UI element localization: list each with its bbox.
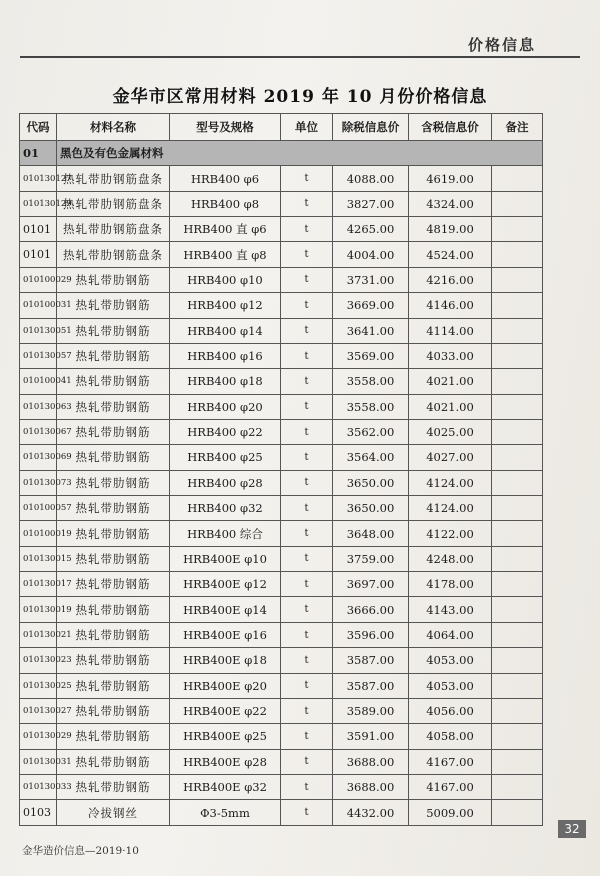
row-material-name: 热轧带肋钢筋 xyxy=(57,496,170,521)
row-code: 010130057 xyxy=(20,343,57,368)
row-code: 010130129 xyxy=(20,191,57,216)
row-code: 010130063 xyxy=(20,394,57,419)
row-material-name: 热轧带肋钢筋 xyxy=(57,318,170,343)
row-material-name: 冷拔钢丝 xyxy=(57,800,170,826)
row-price-in-tax: 4033.00 xyxy=(409,343,492,368)
row-price-in-tax: 4021.00 xyxy=(409,369,492,394)
row-unit: t xyxy=(281,166,333,191)
row-price-ex-tax: 3562.00 xyxy=(333,419,409,444)
table-row xyxy=(20,191,543,216)
row-spec: HRB400E φ16 xyxy=(170,622,281,647)
row-note xyxy=(492,622,543,647)
table-row xyxy=(20,496,543,521)
row-code: 010130067 xyxy=(20,419,57,444)
row-material-name: 热轧带肋钢筋 xyxy=(57,445,170,470)
row-price-ex-tax: 3569.00 xyxy=(333,343,409,368)
row-price-ex-tax: 3587.00 xyxy=(333,673,409,698)
table-row xyxy=(20,800,543,826)
table-header-row xyxy=(20,114,543,141)
row-note xyxy=(492,521,543,546)
row-code: 010100029 xyxy=(20,267,57,292)
row-price-in-tax: 4114.00 xyxy=(409,318,492,343)
row-note xyxy=(492,445,543,470)
row-unit: t xyxy=(281,698,333,723)
row-price-in-tax: 4143.00 xyxy=(409,597,492,622)
column-header: 除税信息价 xyxy=(333,114,409,141)
row-price-ex-tax: 3591.00 xyxy=(333,724,409,749)
row-spec: HRB400E φ14 xyxy=(170,597,281,622)
row-spec: HRB400E φ32 xyxy=(170,774,281,799)
row-note xyxy=(492,217,543,242)
row-code: 010130127 xyxy=(20,166,57,191)
row-code: 010100019 xyxy=(20,521,57,546)
row-unit: t xyxy=(281,648,333,673)
table-row xyxy=(20,597,543,622)
table-row xyxy=(20,445,543,470)
row-price-in-tax: 5009.00 xyxy=(409,800,492,826)
row-unit: t xyxy=(281,597,333,622)
row-material-name: 热轧带肋钢筋盘条 xyxy=(57,191,170,216)
footer-text: 金华造价信息—2019·10 xyxy=(22,845,139,857)
row-note xyxy=(492,293,543,318)
row-spec: HRB400E φ12 xyxy=(170,572,281,597)
row-code: 010130033 xyxy=(20,774,57,799)
row-price-ex-tax: 3564.00 xyxy=(333,445,409,470)
page-number: 32 xyxy=(558,820,586,838)
row-spec: Φ3-5mm xyxy=(170,800,281,826)
category-row xyxy=(20,141,543,166)
row-price-in-tax: 4056.00 xyxy=(409,698,492,723)
row-note xyxy=(492,648,543,673)
row-price-ex-tax: 3669.00 xyxy=(333,293,409,318)
row-code: 0101 xyxy=(20,242,57,267)
row-spec: HRB400 综合 xyxy=(170,521,281,546)
row-spec: HRB400E φ22 xyxy=(170,698,281,723)
row-unit: t xyxy=(281,217,333,242)
row-material-name: 热轧带肋钢筋 xyxy=(57,369,170,394)
row-unit: t xyxy=(281,343,333,368)
row-code: 0103 xyxy=(20,800,57,826)
row-unit: t xyxy=(281,191,333,216)
row-code: 010130069 xyxy=(20,445,57,470)
row-price-ex-tax: 3596.00 xyxy=(333,622,409,647)
row-code: 010130025 xyxy=(20,673,57,698)
row-material-name: 热轧带肋钢筋 xyxy=(57,597,170,622)
row-note xyxy=(492,267,543,292)
row-price-in-tax: 4216.00 xyxy=(409,267,492,292)
row-spec: HRB400 φ10 xyxy=(170,267,281,292)
section-title: 价格信息 xyxy=(467,36,536,54)
row-note xyxy=(492,597,543,622)
row-note xyxy=(492,800,543,826)
row-code: 010130031 xyxy=(20,749,57,774)
row-note xyxy=(492,369,543,394)
row-spec: HRB400 φ8 xyxy=(170,191,281,216)
row-unit: t xyxy=(281,673,333,698)
row-material-name: 热轧带肋钢筋 xyxy=(57,774,170,799)
row-unit: t xyxy=(281,419,333,444)
row-material-name: 热轧带肋钢筋盘条 xyxy=(57,166,170,191)
row-spec: HRB400E φ10 xyxy=(170,546,281,571)
row-code: 010100031 xyxy=(20,293,57,318)
table-row xyxy=(20,698,543,723)
row-price-ex-tax: 3558.00 xyxy=(333,394,409,419)
row-material-name: 热轧带肋钢筋 xyxy=(57,521,170,546)
row-spec: HRB400 φ22 xyxy=(170,419,281,444)
table-row xyxy=(20,166,543,191)
row-material-name: 热轧带肋钢筋 xyxy=(57,622,170,647)
row-unit: t xyxy=(281,470,333,495)
row-price-in-tax: 4178.00 xyxy=(409,572,492,597)
row-spec: HRB400 φ18 xyxy=(170,369,281,394)
row-price-ex-tax: 3587.00 xyxy=(333,648,409,673)
row-price-ex-tax: 3688.00 xyxy=(333,774,409,799)
row-spec: HRB400 φ28 xyxy=(170,470,281,495)
row-price-ex-tax: 3697.00 xyxy=(333,572,409,597)
row-unit: t xyxy=(281,267,333,292)
row-price-ex-tax: 3731.00 xyxy=(333,267,409,292)
row-price-in-tax: 4064.00 xyxy=(409,622,492,647)
row-unit: t xyxy=(281,496,333,521)
row-spec: HRB400 φ16 xyxy=(170,343,281,368)
row-unit: t xyxy=(281,369,333,394)
row-spec: HRB400E φ25 xyxy=(170,724,281,749)
table-row xyxy=(20,648,543,673)
row-unit: t xyxy=(281,521,333,546)
row-code: 010100057 xyxy=(20,496,57,521)
row-material-name: 热轧带肋钢筋 xyxy=(57,749,170,774)
row-code: 0101 xyxy=(20,217,57,242)
column-header: 含税信息价 xyxy=(409,114,492,141)
row-price-in-tax: 4027.00 xyxy=(409,445,492,470)
table-row xyxy=(20,318,543,343)
row-price-in-tax: 4124.00 xyxy=(409,496,492,521)
row-unit: t xyxy=(281,800,333,826)
row-note xyxy=(492,191,543,216)
row-price-in-tax: 4025.00 xyxy=(409,419,492,444)
row-note xyxy=(492,394,543,419)
table-row xyxy=(20,470,543,495)
row-price-in-tax: 4146.00 xyxy=(409,293,492,318)
row-price-in-tax: 4122.00 xyxy=(409,521,492,546)
column-header: 单位 xyxy=(281,114,333,141)
row-spec: HRB400 φ20 xyxy=(170,394,281,419)
row-note xyxy=(492,343,543,368)
row-note xyxy=(492,698,543,723)
table-row xyxy=(20,673,543,698)
price-table xyxy=(19,113,543,826)
row-price-ex-tax: 3650.00 xyxy=(333,496,409,521)
row-price-ex-tax: 3650.00 xyxy=(333,470,409,495)
row-unit: t xyxy=(281,293,333,318)
row-code: 010130073 xyxy=(20,470,57,495)
row-price-in-tax: 4248.00 xyxy=(409,546,492,571)
row-unit: t xyxy=(281,546,333,571)
row-unit: t xyxy=(281,394,333,419)
row-material-name: 热轧带肋钢筋 xyxy=(57,572,170,597)
row-code: 010130021 xyxy=(20,622,57,647)
row-spec: HRB400 直 φ6 xyxy=(170,217,281,242)
header-rule xyxy=(20,56,580,58)
row-unit: t xyxy=(281,622,333,647)
table-row xyxy=(20,546,543,571)
row-price-in-tax: 4524.00 xyxy=(409,242,492,267)
row-material-name: 热轧带肋钢筋 xyxy=(57,648,170,673)
row-material-name: 热轧带肋钢筋 xyxy=(57,293,170,318)
table-row xyxy=(20,521,543,546)
row-code: 010130015 xyxy=(20,546,57,571)
row-note xyxy=(492,572,543,597)
row-price-in-tax: 4021.00 xyxy=(409,394,492,419)
table-row xyxy=(20,572,543,597)
category-name: 黑色及有色金属材料 xyxy=(57,141,543,166)
row-spec: HRB400 φ32 xyxy=(170,496,281,521)
row-price-in-tax: 4167.00 xyxy=(409,774,492,799)
row-material-name: 热轧带肋钢筋 xyxy=(57,394,170,419)
row-unit: t xyxy=(281,445,333,470)
row-price-ex-tax: 3759.00 xyxy=(333,546,409,571)
row-price-ex-tax: 4088.00 xyxy=(333,166,409,191)
row-material-name: 热轧带肋钢筋 xyxy=(57,267,170,292)
row-price-in-tax: 4124.00 xyxy=(409,470,492,495)
row-material-name: 热轧带肋钢筋 xyxy=(57,546,170,571)
row-price-in-tax: 4058.00 xyxy=(409,724,492,749)
row-price-ex-tax: 3558.00 xyxy=(333,369,409,394)
table-row xyxy=(20,724,543,749)
table-row xyxy=(20,622,543,647)
table-row xyxy=(20,394,543,419)
table-row xyxy=(20,242,543,267)
table-row xyxy=(20,369,543,394)
row-note xyxy=(492,470,543,495)
row-note xyxy=(492,496,543,521)
row-spec: HRB400E φ20 xyxy=(170,673,281,698)
row-note xyxy=(492,673,543,698)
column-header: 材料名称 xyxy=(57,114,170,141)
row-material-name: 热轧带肋钢筋 xyxy=(57,419,170,444)
row-material-name: 热轧带肋钢筋 xyxy=(57,470,170,495)
table-row xyxy=(20,267,543,292)
row-note xyxy=(492,749,543,774)
table-row xyxy=(20,217,543,242)
row-material-name: 热轧带肋钢筋盘条 xyxy=(57,242,170,267)
row-spec: HRB400 φ25 xyxy=(170,445,281,470)
row-spec: HRB400E φ28 xyxy=(170,749,281,774)
row-price-ex-tax: 3641.00 xyxy=(333,318,409,343)
row-price-in-tax: 4619.00 xyxy=(409,166,492,191)
table-row xyxy=(20,749,543,774)
row-unit: t xyxy=(281,318,333,343)
column-header: 型号及规格 xyxy=(170,114,281,141)
row-price-ex-tax: 4432.00 xyxy=(333,800,409,826)
row-note xyxy=(492,166,543,191)
row-note xyxy=(492,419,543,444)
row-price-ex-tax: 3827.00 xyxy=(333,191,409,216)
row-price-ex-tax: 3666.00 xyxy=(333,597,409,622)
row-material-name: 热轧带肋钢筋 xyxy=(57,673,170,698)
row-spec: HRB400 φ14 xyxy=(170,318,281,343)
row-price-in-tax: 4167.00 xyxy=(409,749,492,774)
column-header: 代码 xyxy=(20,114,57,141)
row-spec: HRB400 φ6 xyxy=(170,166,281,191)
table-row xyxy=(20,343,543,368)
row-spec: HRB400 φ12 xyxy=(170,293,281,318)
row-material-name: 热轧带肋钢筋 xyxy=(57,724,170,749)
row-price-in-tax: 4053.00 xyxy=(409,648,492,673)
row-material-name: 热轧带肋钢筋 xyxy=(57,343,170,368)
row-material-name: 热轧带肋钢筋盘条 xyxy=(57,217,170,242)
row-code: 010100041 xyxy=(20,369,57,394)
column-header: 备注 xyxy=(492,114,543,141)
row-unit: t xyxy=(281,749,333,774)
row-note xyxy=(492,546,543,571)
row-code: 010130023 xyxy=(20,648,57,673)
table-row xyxy=(20,419,543,444)
table-row xyxy=(20,293,543,318)
row-note xyxy=(492,242,543,267)
row-unit: t xyxy=(281,724,333,749)
row-note xyxy=(492,724,543,749)
row-note xyxy=(492,318,543,343)
row-price-in-tax: 4324.00 xyxy=(409,191,492,216)
category-code: 01 xyxy=(20,141,57,166)
row-code: 010130029 xyxy=(20,724,57,749)
row-price-in-tax: 4819.00 xyxy=(409,217,492,242)
page-title: 金华市区常用材料 2019 年 10 月份价格信息 xyxy=(112,87,488,107)
row-price-ex-tax: 3688.00 xyxy=(333,749,409,774)
row-code: 010130019 xyxy=(20,597,57,622)
row-price-ex-tax: 3589.00 xyxy=(333,698,409,723)
row-price-ex-tax: 3648.00 xyxy=(333,521,409,546)
table-row xyxy=(20,774,543,799)
row-code: 010130017 xyxy=(20,572,57,597)
row-price-ex-tax: 4265.00 xyxy=(333,217,409,242)
row-note xyxy=(492,774,543,799)
row-price-ex-tax: 4004.00 xyxy=(333,242,409,267)
row-code: 010130051 xyxy=(20,318,57,343)
row-spec: HRB400E φ18 xyxy=(170,648,281,673)
row-code: 010130027 xyxy=(20,698,57,723)
row-unit: t xyxy=(281,572,333,597)
row-spec: HRB400 直 φ8 xyxy=(170,242,281,267)
row-unit: t xyxy=(281,774,333,799)
row-material-name: 热轧带肋钢筋 xyxy=(57,698,170,723)
row-unit: t xyxy=(281,242,333,267)
row-price-in-tax: 4053.00 xyxy=(409,673,492,698)
